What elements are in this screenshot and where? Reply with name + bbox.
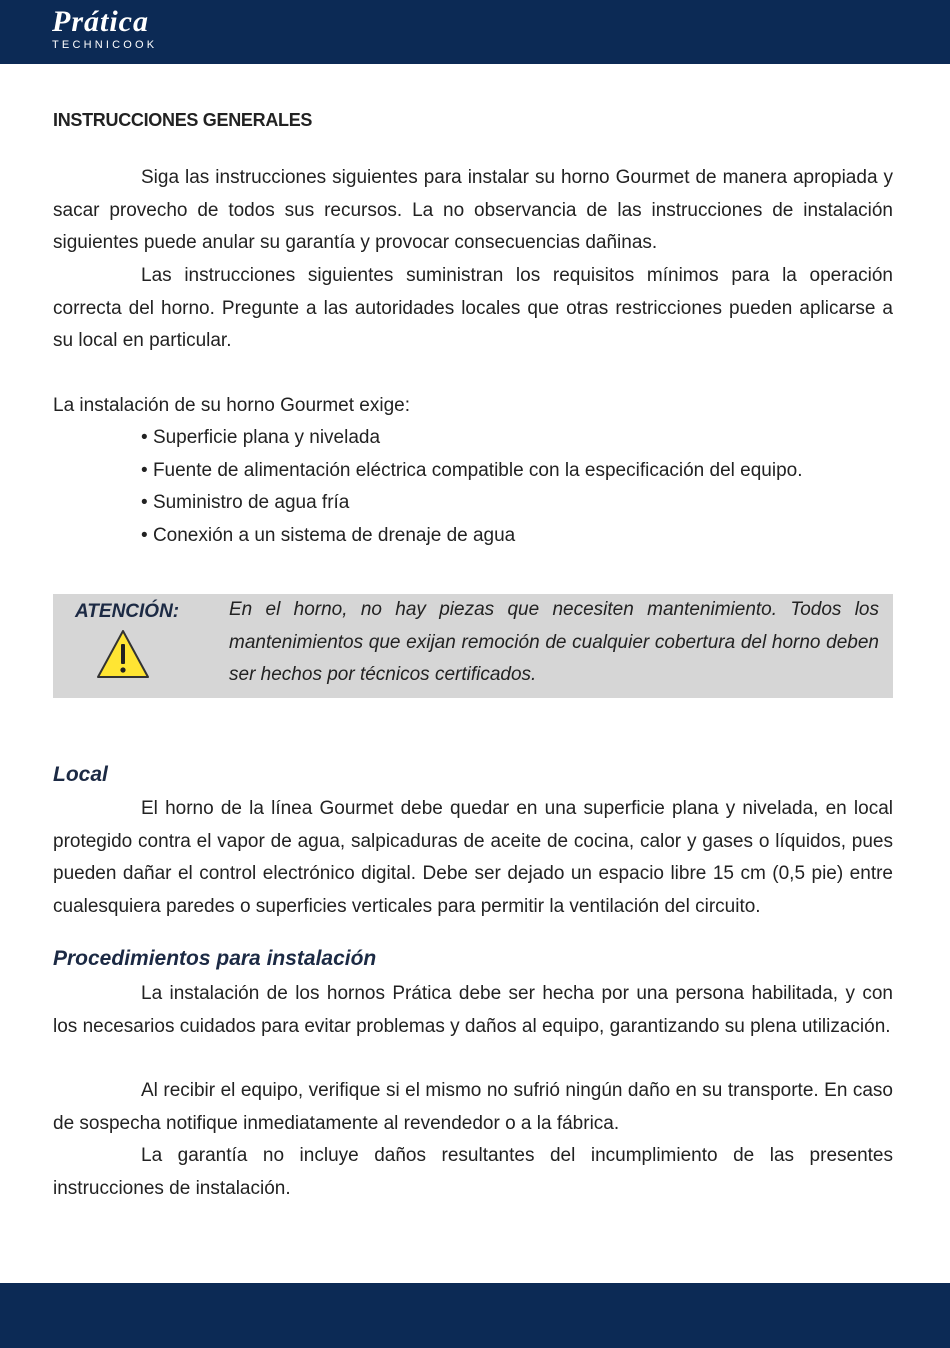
list-item: • Superficie plana y nivelada <box>141 422 803 455</box>
requirements-intro: La instalación de su horno Gourmet exige: <box>53 395 410 416</box>
list-item: • Suministro de agua fría <box>141 487 803 520</box>
section-title-local: Local <box>53 763 108 786</box>
general-paragraph-1: Siga las instrucciones siguientes para instalar su horno Gourmet de manera apropiada y sacar provecho de todos sus recursos. La no observancia de las instrucciones de instalación siguientes puede anular su garantía y provocar consecuencias dañinas. <box>53 167 893 254</box>
warning-label: ATENCIÓN: <box>75 601 180 622</box>
local-paragraph: El horno de la línea Gourmet debe quedar en una superficie plana y nivelada, en local protegido contra el vapor de agua, salpicaduras de aceite de cocina, calor y gases o líquidos, pues pueden dañar el control electrónico digital. Debe ser dejado un espacio libre 15 cm (0,5 pie) entre cualesquiera paredes o superficies verticales para permitir la ventilación del circuito. <box>53 798 893 917</box>
section-title-install: Procedimientos para instalación <box>53 947 377 970</box>
list-item: • Fuente de alimentación eléctrica compatible con la especificación del equipo. <box>141 455 803 488</box>
warning-box <box>53 594 893 698</box>
install-paragraph-2: Al recibir el equipo, verifique si el mismo no sufrió ningún daño en su transporte. En caso de sospecha notifique inmediatamente al revendedor o a la fábrica. <box>53 1080 893 1134</box>
install-paragraph-1: La instalación de los hornos Prática debe ser hecha por una persona habilitada, y con los necesarios cuidados para evitar problemas y daños al equipo, garantizando su plena utilización. <box>53 983 893 1037</box>
list-item: • Conexión a un sistema de drenaje de agua <box>141 520 803 553</box>
brand-logo <box>52 6 157 51</box>
install-paragraph-3: La garantía no incluye daños resultantes del incumplimiento de las presentes instrucciones de instalación. <box>53 1145 893 1199</box>
logo-wordmark: Prática <box>52 5 149 38</box>
section-title-general: INSTRUCCIONES GENERALES <box>53 110 313 130</box>
general-paragraph-2: Las instrucciones siguientes suministran los requisitos mínimos para la operación correcta del horno. Pregunte a las autoridades locales que otras restricciones pueden aplicarse a su local en particular. <box>53 265 893 352</box>
footer-bar <box>0 1283 950 1348</box>
header-bar <box>0 0 950 64</box>
warning-text: En el horno, no hay piezas que necesiten mantenimiento. Todos los mantenimientos que exijan remoción de cualquier cobertura del horno deben ser hechos por técnicos certificados. <box>229 599 879 686</box>
warning-triangle-icon <box>95 628 151 680</box>
requirements-list <box>141 422 803 552</box>
logo-subtitle: TECHNICOOK <box>52 39 158 51</box>
